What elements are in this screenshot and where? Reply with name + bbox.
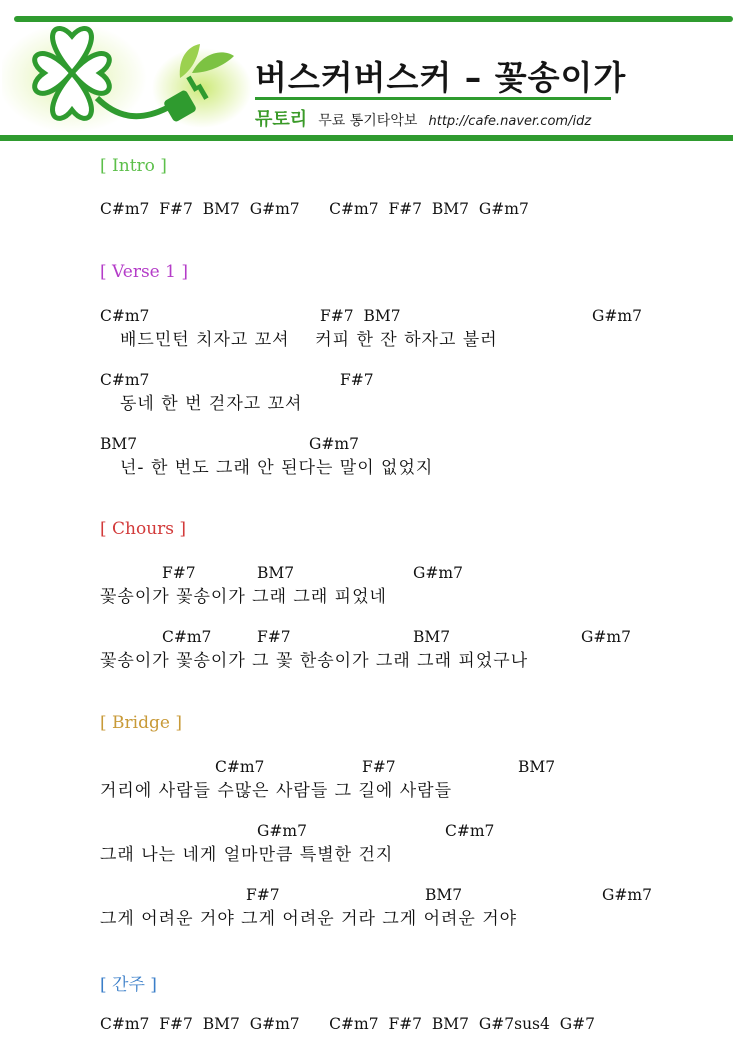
- lyric-line: 넌- 한 번도 그래 안 된다는 말이 없었지: [120, 458, 434, 478]
- chord: G#m7: [413, 564, 463, 582]
- chord: F#7: [246, 886, 280, 904]
- lyric-line: 꽃송이가 꽃송이가 그래 그래 피었네: [100, 587, 387, 607]
- lyric-line: 그래 나는 네게 얼마만큼 특별한 건지: [100, 845, 394, 865]
- chord: G#m7: [592, 307, 642, 325]
- chord: BM7: [257, 564, 295, 582]
- chord: C#m7: [445, 822, 495, 840]
- chord: BM7: [100, 435, 138, 453]
- chord: C#m7: [100, 307, 150, 325]
- chord: G#m7: [257, 822, 307, 840]
- chord: F#7: [362, 758, 396, 776]
- brand-description: 무료 통기타악보: [318, 113, 418, 129]
- chord: BM7: [518, 758, 556, 776]
- cafe-url-link[interactable]: http://cafe.naver.com/idz: [428, 114, 592, 129]
- section-label-intro: [ Intro ]: [100, 156, 167, 176]
- chord: F#7 BM7: [320, 307, 401, 325]
- lyric-line: 꽃송이가 꽃송이가 그 꽃 한송이가 그래 그래 피었구나: [100, 651, 529, 671]
- brand-name: 뮤토리: [255, 109, 308, 130]
- section-label-bridge: [ Bridge ]: [100, 713, 182, 733]
- chord: G#m7: [602, 886, 652, 904]
- lyric-line: 동네 한 번 걷자고 꼬셔: [120, 394, 303, 414]
- chord: C#m7: [162, 628, 212, 646]
- lyric-line: 배드민턴 치자고 꼬셔 커피 한 잔 하자고 불러: [120, 330, 498, 350]
- section-label-chorus: [ Chours ]: [100, 519, 187, 539]
- chord: F#7: [162, 564, 196, 582]
- chord: C#m7: [100, 371, 150, 389]
- chord: G#m7: [581, 628, 631, 646]
- chord: G#m7: [309, 435, 359, 453]
- lyric-line: 거리에 사람들 수많은 사람들 그 길에 사람들: [100, 781, 453, 801]
- page-title: 버스커버스커 – 꽃송이가: [255, 58, 627, 97]
- section-label-interlude: [ 간주 ]: [100, 975, 157, 995]
- section-label-verse-1: [ Verse 1 ]: [100, 262, 188, 282]
- lyric-line: 그게 어려운 거야 그게 어려운 거라 그게 어려운 거야: [100, 909, 518, 929]
- interlude-chords: C#m7 F#7 BM7 G#m7 C#m7 F#7 BM7 G#7sus4 G#7: [100, 1015, 595, 1033]
- chord: C#m7: [215, 758, 265, 776]
- chord: F#7: [257, 628, 291, 646]
- chord: BM7: [413, 628, 451, 646]
- chord: BM7: [425, 886, 463, 904]
- intro-chords: C#m7 F#7 BM7 G#m7 C#m7 F#7 BM7 G#m7: [100, 200, 529, 218]
- chord: F#7: [340, 371, 374, 389]
